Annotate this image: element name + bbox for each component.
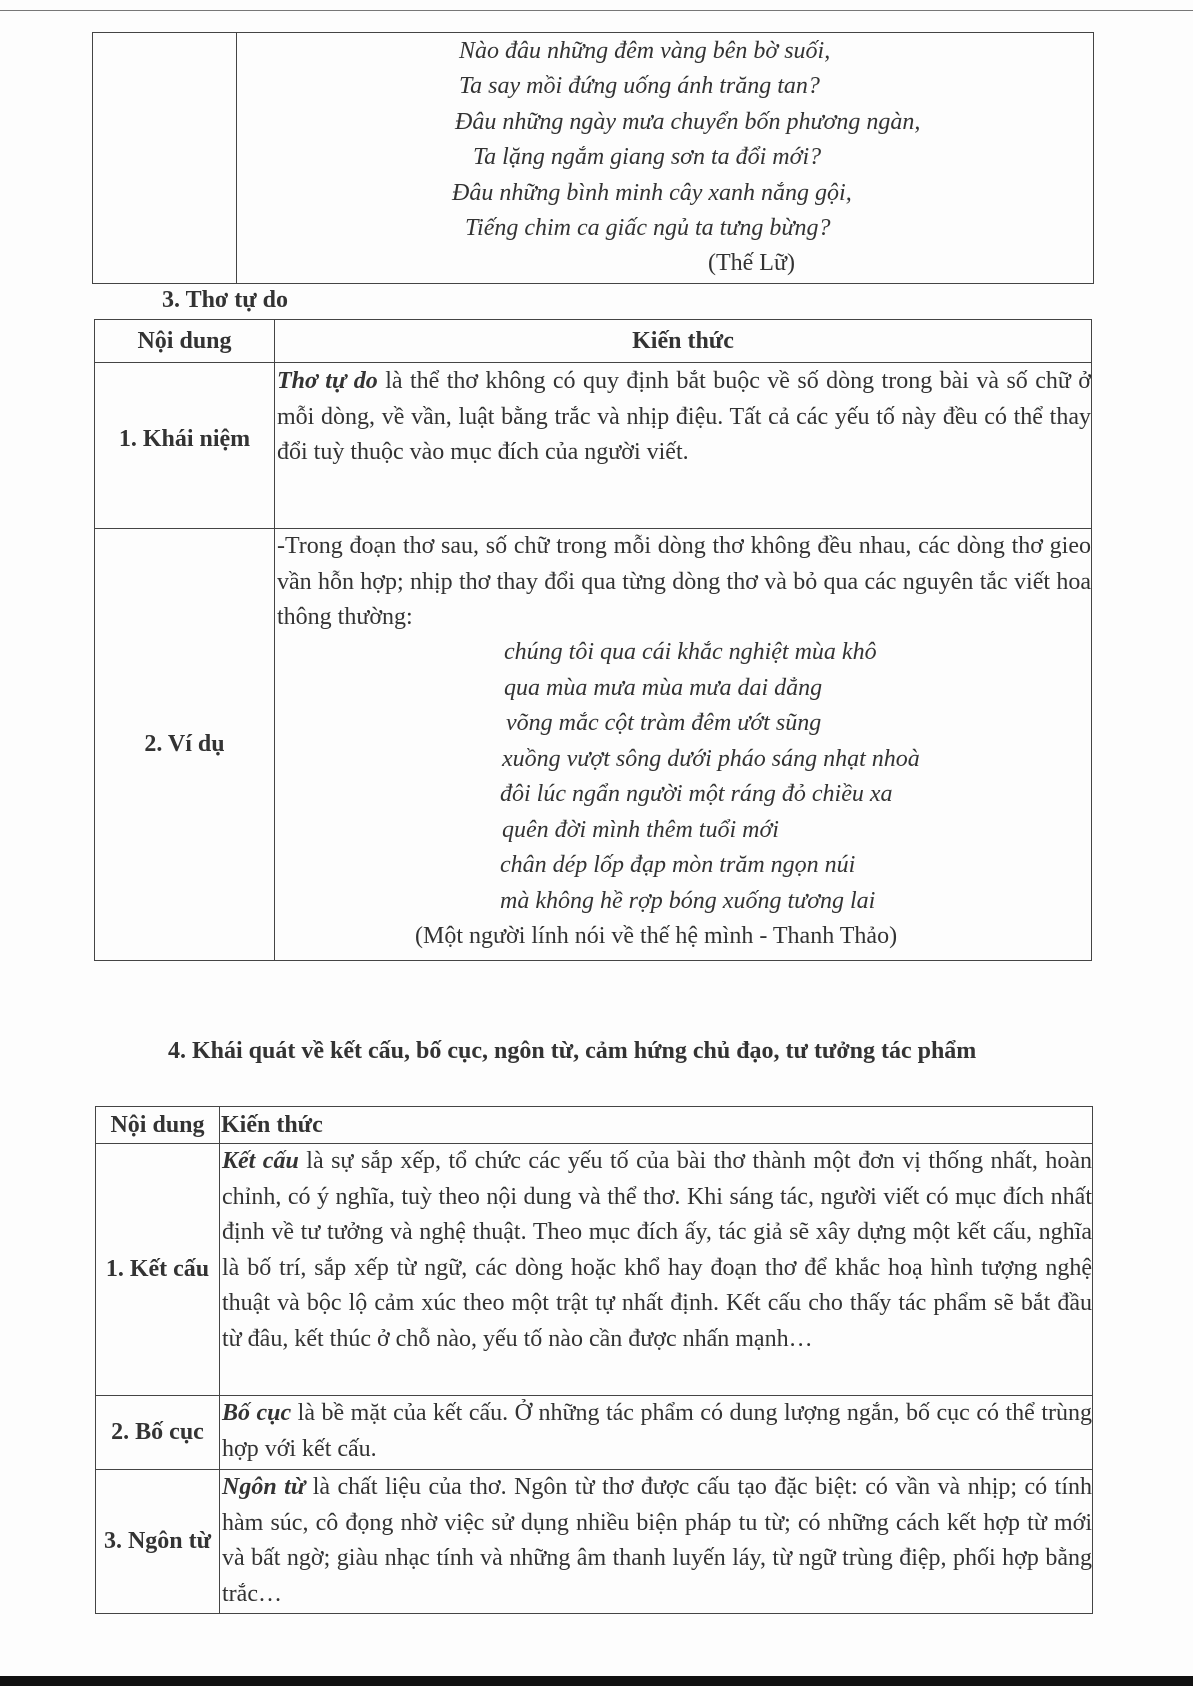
header-content: Nội dung: [96, 1107, 220, 1144]
structure-paragraph: [222, 1144, 1092, 1357]
term-language: Ngôn từ: [222, 1474, 306, 1500]
term-free-verse: Thơ tự do: [277, 368, 378, 394]
example-source: (Một người lính nói về thế hệ mình - Thanh Thảo): [415, 923, 898, 949]
example-poem-line: võng mắc cột tràm đêm ướt sũng: [506, 710, 822, 736]
poem-table-left-cell: [93, 33, 237, 284]
term-structure: Kết cấu: [222, 1148, 299, 1174]
row-label-layout: 2. Bố cục: [96, 1396, 220, 1470]
header-knowledge: Kiến thức: [220, 1107, 1093, 1144]
term-layout: Bố cục: [222, 1400, 292, 1426]
header-content: Nội dung: [95, 320, 275, 363]
poem-line: Ta lặng ngắm giang sơn ta đổi mới?: [473, 144, 822, 170]
layout-text: là bề mặt của kết cấu. Ở những tác phẩm có dung lượng ngắn, bố cục có thể trùng hợp với kết cấu.: [222, 1400, 1092, 1462]
layout-paragraph: [222, 1396, 1092, 1467]
poem-line: Đâu những bình minh cây xanh nắng gội,: [452, 180, 852, 206]
example-poem-line: chúng tôi qua cái khắc nghiệt mùa khô: [504, 639, 877, 665]
row-label-language: 3. Ngôn từ: [96, 1470, 220, 1614]
row-content-structure: [220, 1144, 1093, 1396]
row-content-concept: [275, 363, 1092, 529]
section-3-title: 3. Thơ tự do: [162, 287, 288, 313]
poem-line: Nào đâu những đêm vàng bên bờ suối,: [459, 38, 831, 64]
structure-table: [95, 1106, 1093, 1614]
row-content-language: [220, 1470, 1093, 1614]
example-poem-line: quên đời mình thêm tuổi mới: [502, 817, 779, 843]
language-text: là chất liệu của thơ. Ngôn từ thơ được cấu tạo đặc biệt: có vần và nhịp; có tính hàm súc, cô đọng nhờ việc sử dụng nhiều biện pháp tu từ; có những cách kết hợp từ mới và bất ngờ; giàu nhạc tính và những âm thanh luyến láy, từ ngữ trùng điệp, phối hợp bằng trắc…: [222, 1474, 1092, 1607]
example-poem-line: xuồng vượt sông dưới pháo sáng nhạt nhoà: [502, 746, 920, 772]
concept-text: là thể thơ không có quy định bắt buộc về số dòng trong bài và số chữ ở mỗi dòng, về vần, luật bằng trắc và nhịp điệu. Tất cả các yếu tố này đều có thể thay đổi tuỳ thuộc vào mục đích của người viết.: [277, 368, 1091, 465]
example-poem-line: chân dép lốp đạp mòn trăm ngọn núi: [500, 852, 856, 878]
free-verse-table: [94, 319, 1092, 961]
poem-table-right-cell: [237, 33, 1094, 284]
section-4-title: 4. Khái quát về kết cấu, bố cục, ngôn từ, cảm hứng chủ đạo, tư tưởng tác phẩm: [168, 1038, 977, 1064]
row-label-example: 2. Ví dụ: [95, 529, 275, 961]
example-poem-line: đôi lúc ngẩn người một ráng đỏ chiều xa: [500, 781, 893, 807]
page-top-rule: [0, 10, 1193, 11]
poem-table: [92, 32, 1094, 284]
structure-text: là sự sắp xếp, tổ chức các yếu tố của bài thơ thành một đơn vị thống nhất, hoàn chỉnh, có ý nghĩa, tuỳ theo nội dung và thể thơ. Khi sáng tác, người viết có mục đích nhất định về tư tưởng và nghệ thuật. Theo mục đích ấy, tác giả sẽ xây dựng một kết cấu, nghĩa là bố trí, sắp xếp từ ngữ, các dòng hoặc khổ hay đoạn thơ để khắc hoạ hình tượng nghệ thuật và bộc lộ cảm xúc theo một trật tự nhất định. Kết cấu cho thấy tác phẩm sẽ bắt đầu từ đâu, kết thúc ở chỗ nào, yếu tố nào cần được nhấn mạnh…: [222, 1148, 1093, 1352]
language-paragraph: [222, 1470, 1092, 1612]
poem-line: Ta say mồi đứng uống ánh trăng tan?: [459, 73, 820, 99]
poem-source: (Thế Lữ): [708, 250, 795, 276]
poem-line: Tiếng chim ca giấc ngủ ta tưng bừng?: [465, 215, 831, 241]
example-poem-line: mà không hề rợp bóng xuống tương lai: [500, 888, 876, 914]
row-label-concept: 1. Khái niệm: [95, 363, 275, 529]
row-label-structure: 1. Kết cấu: [96, 1144, 220, 1396]
concept-paragraph: [277, 363, 1091, 471]
page-bottom-bar: [0, 1676, 1193, 1686]
header-knowledge: Kiến thức: [275, 320, 1092, 363]
example-intro: -Trong đoạn thơ sau, số chữ trong mỗi dòng thơ không đều nhau, các dòng thơ gieo vần hỗn hợp; nhịp thơ thay đổi qua từng dòng thơ và bỏ qua các nguyên tắc viết hoa thông thường:: [277, 533, 1091, 630]
row-content-layout: [220, 1396, 1093, 1470]
row-content-example: [275, 529, 1092, 961]
example-poem-line: qua mùa mưa mùa mưa dai dẳng: [504, 675, 823, 701]
poem-line: Đâu những ngày mưa chuyển bốn phương ngàn,: [455, 109, 921, 135]
